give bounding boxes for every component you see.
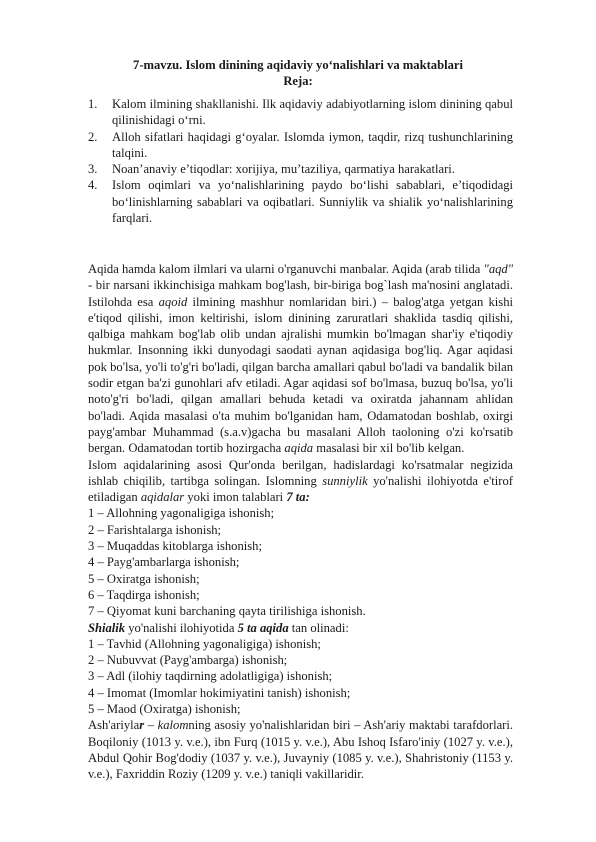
plan-item: [88, 177, 513, 226]
text-run: tan olinadi:: [288, 620, 349, 635]
list-item: 1 – Tavhid (Allohning yagonaligiga) ishonish;: [88, 636, 321, 651]
plan-item-number: 4.: [88, 178, 98, 193]
italic-term: sunniylik: [322, 473, 368, 488]
plan-item: [88, 96, 513, 129]
italic-term: "aqd": [483, 262, 513, 276]
plan-item-text: Noan’anaviy e’tiqodlar: xorijiya, mu’taziliya, qarmatiya harakatlari.: [112, 162, 455, 177]
list-item: 2 – Farishtalarga ishonish;: [88, 522, 222, 537]
plan-item: [88, 161, 513, 177]
list-item: 2 – Nubuvvat (Payg'ambarga) ishonish;: [88, 653, 288, 668]
intro-paragraph: [88, 261, 513, 457]
plan-item-text: Kalom ilmining shakllanishi. Ilk aqidaviy adabiyotlarning islom dinining qabul qilinishidagi o‘rni.: [112, 97, 513, 128]
text-run: - bir narsani ikkinchisiga mahkam bog'lash, bir-biriga bog`lash ma'nosini anglatadi. Istilohda esa: [88, 278, 513, 309]
topic-heading: 7-mavzu. Islom dinining aqidaviy yo‘nalishlari va maktablari: [133, 58, 463, 72]
bold-italic-term: Shialik: [88, 620, 126, 635]
bold-italic-term: 7 ta:: [286, 490, 310, 505]
bold-italic-term: 5 ta aqida: [237, 620, 289, 635]
bold-italic-term: r: [139, 718, 145, 733]
list-item: 7 – Qiyomat kuni barchaning qayta tirilishiga ishonish.: [88, 604, 366, 619]
italic-term: aqidalar: [140, 490, 185, 505]
plan-list: [88, 96, 513, 226]
plan-item-text: Islom oqimlari va yo‘nalishlarining paydo bo‘lishi sabablari, e’tiqodidagi bo‘linishlarning sabablari va oqibatlari. Sunniylik va shialik yo‘nalishlarining farqlari.: [112, 178, 513, 226]
list-item: 6 – Taqdirga ishonish;: [88, 587, 200, 602]
plan-item-number: 1.: [88, 97, 98, 111]
text-run: Islom aqidalarining asosi Qur'onda berilgan, hadislardagi ko'rsatmalar negizida ishlab chiqilib, tartibga solingan. Islomning: [88, 457, 513, 488]
italic-term: kalom: [157, 718, 189, 733]
list-item: 3 – Adl (ilohiy taqdirning adolatligiga) ishonish;: [88, 669, 333, 684]
plan-item: [88, 129, 513, 162]
shia-beliefs-list: [88, 636, 513, 717]
plan-item-text: Alloh sifatlari haqidagi g‘oyalar. Islomda iymon, taqdir, rizq tushunchlarining talqini.: [112, 129, 513, 160]
list-item: 3 – Muqaddas kitoblarga ishonish;: [88, 539, 262, 554]
text-run: –: [144, 718, 158, 733]
text-run: Ash'ariyla: [88, 718, 140, 733]
sunni-beliefs-list: [88, 505, 513, 619]
text-run: yo'nalishi ilohiyotda e'tirof etiladigan: [88, 473, 513, 505]
plan-item-number: 3.: [88, 162, 98, 177]
text-run: masalasi bir xil bo'lib kelgan.: [313, 441, 465, 456]
text-run: yo'nalishi ilohiyotida: [125, 620, 238, 635]
document-title: [60, 57, 536, 89]
text-run: ilmining mashhur nomlaridan biri.) – balog'atga yetgan kishi e'tiqod qilishi, imon keltirishi, islom dinining zaruratlari shaklida tasdiq qilishi, qalbiga mahkam bog'lab olib undan ajralishi mumkin bo'lmagan shar'iy e'tiqodiy hukmlar. Insonning ikki dunyodagi saodati aynan aqidasiga bog'liq. Agar aqidasi pok bo'lsa, yo'li to'g'ri bo'ladi, qilgan barcha amallari qabul bo'ladi va bandalik bilan sodir etgan ba'zi gunohlari afv etiladi. Agar aqidasi sof bo'lmasa, buzuq bo'lsa, yo'li noto'g'ri bo'ladi, qilgan amallari behuda ketadi va oxiratda jahannam ahlidan bo'ladi. Aqida masalasi o'ta muhim bo'lganidan ham, Odamatodan boshlab, oxirgi payg'ambar Muhammad (s.a.v)gacha bu masalani Alloh taoloning o'zi ko'rsatib bergan. Odamatodan tortib hozirgacha: [88, 294, 513, 456]
list-item: 4 – Imomat (Imomlar hokimiyatini tanish) ishonish;: [88, 685, 351, 700]
list-item: 1 – Allohning yagonaligiga ishonish;: [88, 506, 275, 521]
document-body: [88, 261, 513, 783]
list-item: 4 – Payg'ambarlarga ishonish;: [88, 555, 240, 570]
sunni-paragraph: [88, 457, 513, 506]
ashari-paragraph: [88, 717, 513, 782]
list-item: 5 – Maod (Oxiratga) ishonish;: [88, 702, 241, 717]
italic-term: aqida: [284, 441, 314, 456]
italic-term: aqoid: [158, 294, 188, 309]
plan-item-number: 2.: [88, 129, 98, 144]
text-run: Aqida hamda kalom ilmlari va ularni o'rganuvchi manbalar. Aqida (arab tilida: [88, 262, 484, 276]
plan-heading: Reja:: [283, 74, 313, 88]
text-run: yoki imon talablari: [184, 490, 287, 505]
text-run: ning asosiy yo'nalishlaridan biri – Ash'ariy maktabi tarafdorlari. Boqiloniy (1013 y. v.e.), ibn Furq (1015 y. v.e.), Abu Ishoq Isfaro'iniy (1027 y. v.e.), Abdul Qohir Bog'dodiy (1037 y. v.e.), Juvayniy (1085 y. v.e.), Shahristoniy (1153 y. v.e.), Faxriddin Roziy (1209 y. v.e.) taniqli vakillaridir.: [88, 718, 513, 782]
shia-intro: [88, 620, 513, 636]
list-item: 5 – Oxiratga ishonish;: [88, 571, 200, 586]
